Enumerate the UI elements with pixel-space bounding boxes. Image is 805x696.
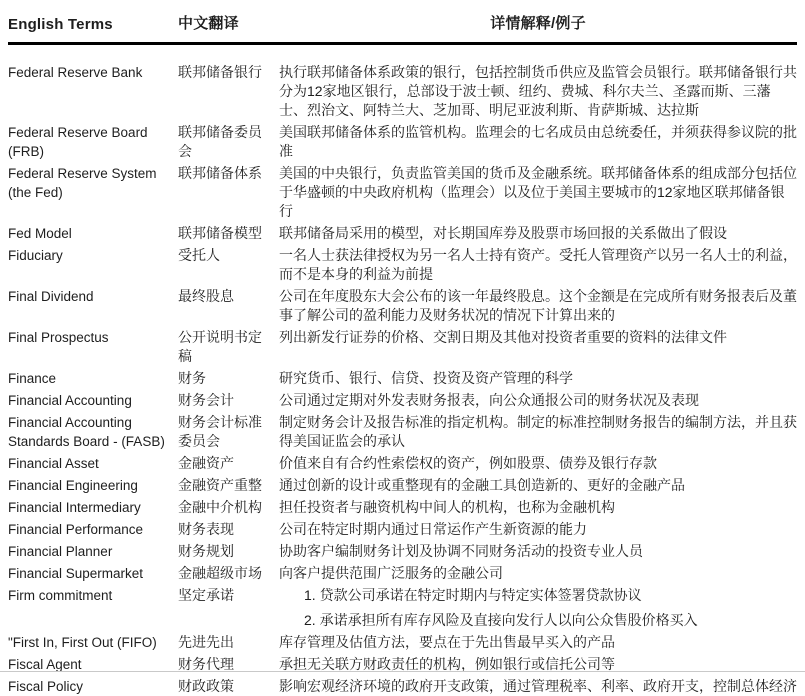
term-chinese: 联邦储备体系 — [178, 165, 262, 181]
term-english: Financial Engineering — [8, 478, 138, 493]
column-header-chinese: 中文翻译 — [178, 15, 239, 32]
term-description: 承担无关联方财政责任的机构，例如银行或信托公司等 — [279, 656, 615, 672]
term-chinese: 联邦储备模型 — [178, 225, 262, 241]
table-body — [8, 45, 797, 696]
table-row — [8, 542, 797, 561]
table-row — [8, 564, 797, 583]
term-description-list — [279, 586, 797, 630]
term-chinese: 财务会计标准委员会 — [178, 414, 262, 449]
term-english: "First In, First Out (FIFO) — [8, 635, 157, 650]
term-chinese: 金融资产 — [178, 455, 234, 471]
table-row — [8, 369, 797, 388]
term-description: 影响宏观经济环境的政府开支政策，通过管理税率、利率、政府开支，控制总体经济 — [279, 678, 797, 694]
term-english: Financial Planner — [8, 544, 113, 559]
term-english: Final Dividend — [8, 289, 94, 304]
term-english: Financial Intermediary — [8, 500, 141, 515]
term-description: 库存管理及估值方法，要点在于先出售最早买入的产品 — [279, 634, 615, 650]
term-description: 研究货币、银行、信贷、投资及资产管理的科学 — [279, 370, 573, 386]
list-item: 1. 贷款公司承诺在特定时期内与特定实体签署贷款协议 — [304, 587, 642, 603]
term-description: 公司在年度股东大会公布的该一年最终股息。这个金额是在完成所有财务报表后及董事了解公司的盈利能力及财务状况的情况下计算出来的 — [279, 288, 797, 323]
term-chinese: 公开说明书定稿 — [178, 329, 262, 364]
term-english: Federal Reserve System (the Fed) — [8, 166, 157, 200]
term-chinese: 财务规划 — [178, 543, 234, 559]
bottom-divider — [0, 671, 805, 672]
term-chinese: 金融中介机构 — [178, 499, 262, 515]
term-description: 向客户提供范围广泛服务的金融公司 — [279, 565, 503, 581]
table-row — [8, 633, 797, 652]
table-row — [8, 287, 797, 325]
list-item: 2. 承诺承担所有库存风险及直接向发行人以向公众售股价格买入 — [304, 612, 698, 628]
term-description: 公司在特定时期内通过日常运作产生新资源的能力 — [279, 521, 587, 537]
table-row — [8, 123, 797, 161]
term-chinese: 财务表现 — [178, 521, 234, 537]
term-description: 价值来自有合约性索偿权的资产，例如股票、债券及银行存款 — [279, 455, 657, 471]
term-english: Financial Accounting — [8, 393, 132, 408]
term-english: Fiscal Policy — [8, 679, 84, 694]
term-english: Finance — [8, 371, 57, 386]
term-chinese: 先进先出 — [178, 634, 234, 650]
table-row — [8, 328, 797, 366]
term-description: 通过创新的设计或重整现有的金融工具创造新的、更好的金融产品 — [279, 477, 685, 493]
term-description: 担任投资者与融资机构中间人的机构，也称为金融机构 — [279, 499, 615, 515]
term-english: Financial Performance — [8, 522, 144, 537]
table-row — [8, 520, 797, 539]
table-row — [8, 476, 797, 495]
table-row — [8, 586, 797, 630]
term-chinese: 坚定承诺 — [178, 587, 234, 603]
column-header-details: 详情解释/例子 — [490, 15, 586, 32]
term-chinese: 财务代理 — [178, 656, 234, 672]
term-description: 协助客户编制财务计划及协调不同财务活动的投资专业人员 — [279, 543, 643, 559]
term-description: 执行联邦储备体系政策的银行，包括控制货币供应及监管会员银行。联邦储备银行共分为12家地区银行，总部设于波士顿、纽约、费城、科尔夫兰、圣露而斯、三藩士、烈治文、阿特兰大、芝加哥、明尼亚波利斯、肯萨斯城、达拉斯 — [279, 64, 797, 118]
term-chinese: 受托人 — [178, 247, 220, 263]
term-description: 列出新发行证券的价格、交割日期及其他对投资者重要的资料的法律文件 — [279, 329, 727, 345]
term-english: Final Prospectus — [8, 330, 109, 345]
term-description: 美国的中央银行，负责监管美国的货币及金融系统。联邦储备体系的组成部分包括位于华盛顿的中央政府机构（监理会）以及位于美国主要城市的12家地区联邦储备银行 — [279, 165, 797, 219]
term-chinese: 财务会计 — [178, 392, 234, 408]
table-row — [8, 677, 797, 696]
term-description: 公司通过定期对外发表财务报表，向公众通报公司的财务状况及表现 — [279, 392, 699, 408]
table-row — [8, 498, 797, 517]
term-chinese: 联邦储备银行 — [178, 64, 262, 80]
table-row — [8, 413, 797, 451]
term-english: Federal Reserve Bank — [8, 65, 143, 80]
table-row — [8, 164, 797, 221]
table-header — [8, 12, 797, 45]
term-chinese: 最终股息 — [178, 288, 234, 304]
term-chinese: 财务 — [178, 370, 206, 386]
term-english: Fiscal Agent — [8, 657, 82, 672]
term-chinese: 联邦储备委员会 — [178, 124, 262, 159]
term-chinese: 财政政策 — [178, 678, 234, 694]
table-row — [8, 224, 797, 243]
table-row — [8, 391, 797, 410]
term-chinese: 金融超级市场 — [178, 565, 262, 581]
column-header-english: English Terms — [8, 16, 113, 33]
term-english: Firm commitment — [8, 588, 113, 603]
term-description: 美国联邦储备体系的监管机构。监理会的七名成员由总统委任，并须获得参议院的批准 — [279, 124, 797, 159]
term-english: Financial Asset — [8, 456, 99, 471]
table-row — [8, 454, 797, 473]
table-row — [8, 246, 797, 284]
term-description: 联邦储备局采用的模型，对长期国库券及股票市场回报的关系做出了假设 — [279, 225, 727, 241]
term-description: 制定财务会计及报告标准的指定机构。制定的标准控制财务报告的编制方法，并且获得美国证监会的承认 — [279, 414, 797, 449]
term-english: Fiduciary — [8, 248, 63, 263]
term-english: Fed Model — [8, 226, 72, 241]
table-row — [8, 63, 797, 120]
term-english: Financial Accounting Standards Board - (FASB) — [8, 415, 165, 449]
term-english: Federal Reserve Board (FRB) — [8, 125, 148, 159]
term-english: Financial Supermarket — [8, 566, 144, 581]
term-chinese: 金融资产重整 — [178, 477, 262, 493]
term-description: 一名人士获法律授权为另一名人士持有资产。受托人管理资产以另一名人士的利益，而不是本身的利益为前提 — [279, 247, 797, 282]
